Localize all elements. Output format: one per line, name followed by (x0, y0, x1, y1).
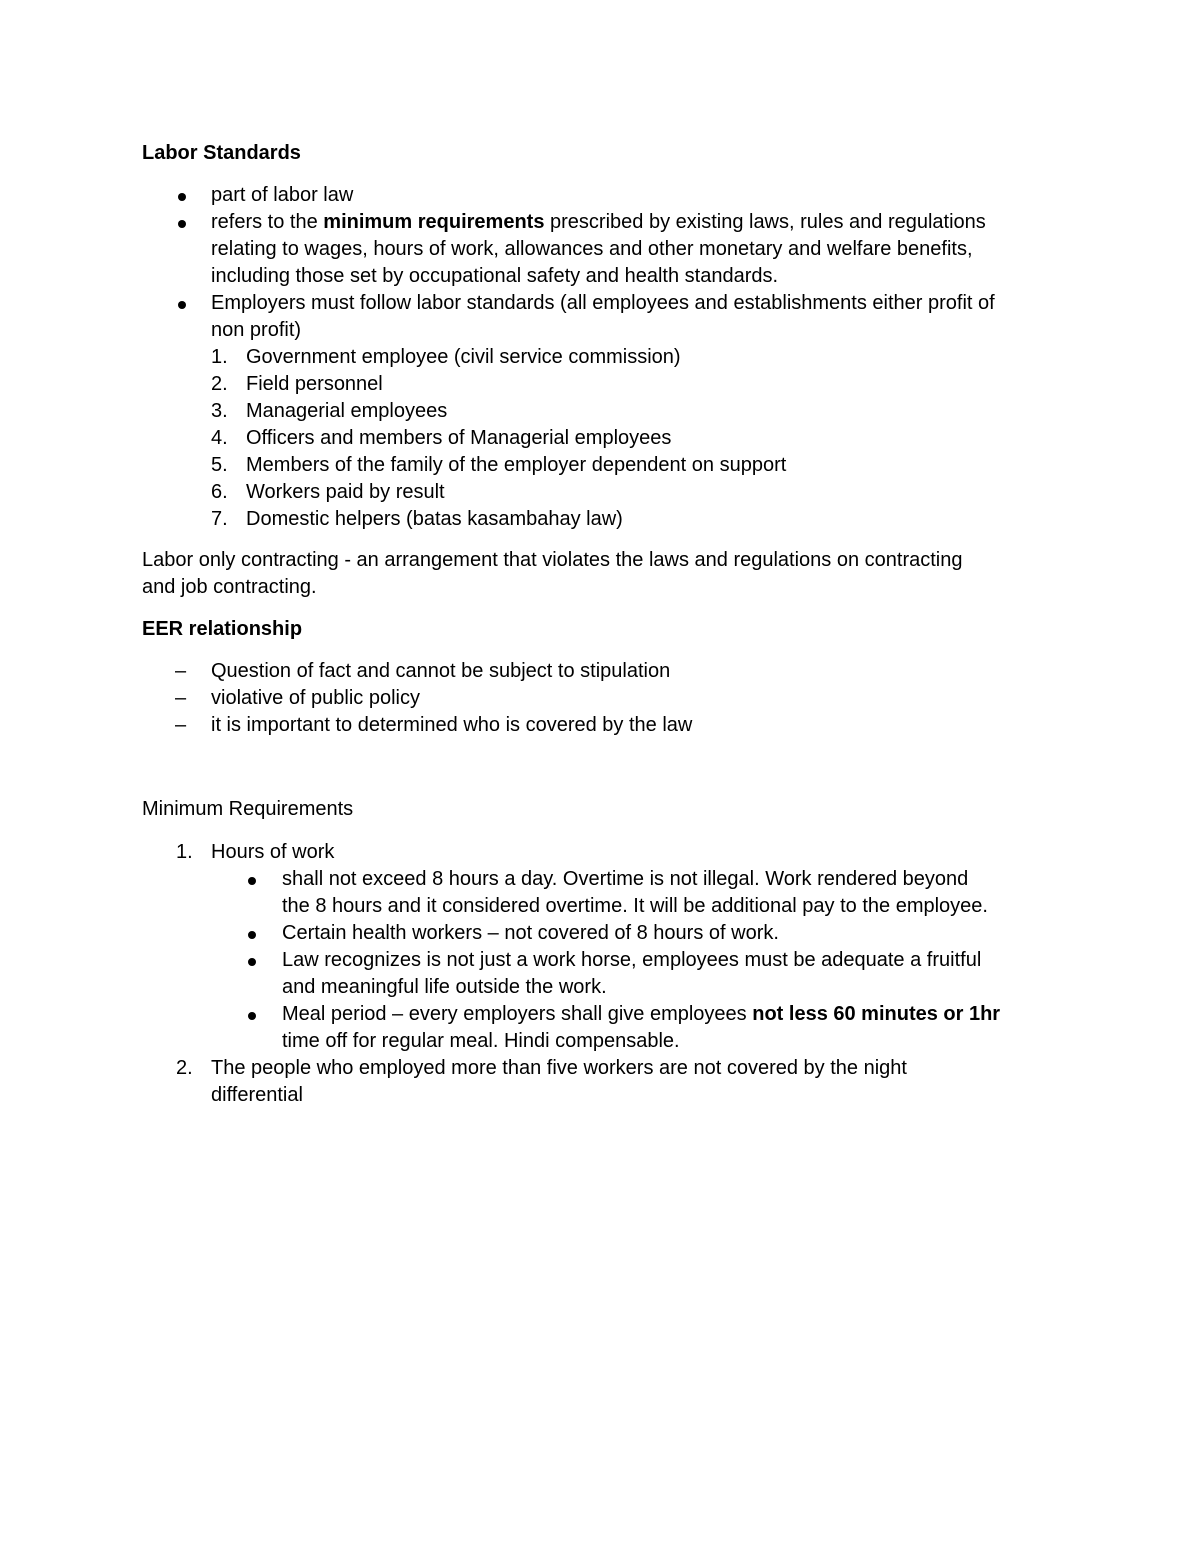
dash-list-item: Question of fact and cannot be subject to stipulation (211, 660, 671, 682)
paragraph-text: Labor only contracting - an arrangement that violates the laws and regulations on contracting (142, 549, 963, 571)
bullet-text-continuation: non profit) (211, 319, 302, 341)
list-number: 3. (211, 400, 228, 422)
dash-list-item: violative of public policy (211, 687, 420, 709)
emphasis-text: minimum requirements (323, 211, 545, 233)
list-item: Hours of work (211, 841, 335, 863)
bullet-icon (248, 1012, 256, 1020)
sub-bullet-text-continuation: and meaningful life outside the work. (282, 976, 607, 998)
list-item-continuation: differential (211, 1084, 303, 1106)
section-title-eer: EER relationship (142, 618, 303, 640)
sub-bullet-text: Meal period – every employers shall give employees not less 60 minutes or 1hr (282, 1003, 1001, 1025)
sub-bullet-text-continuation: the 8 hours and it considered overtime. It will be additional pay to the employee. (282, 895, 988, 917)
list-number: 6. (211, 481, 228, 503)
list-number: 7. (211, 508, 228, 530)
bullet-text-continuation: relating to wages, hours of work, allowances and other monetary and welfare benefits, (211, 238, 973, 260)
bullet-text: refers to the minimum requirements prescribed by existing laws, rules and regulations (211, 211, 986, 233)
list-number: 1. (211, 346, 228, 368)
bullet-icon (248, 958, 256, 966)
dash-bullet-icon: – (175, 687, 187, 709)
dash-bullet-icon: – (175, 660, 187, 682)
list-item: Field personnel (246, 373, 383, 395)
dash-list-item: it is important to determined who is covered by the law (211, 714, 693, 736)
dash-bullet-icon: – (175, 714, 187, 736)
emphasis-text: not less 60 minutes or 1hr (752, 1003, 1001, 1025)
bullet-icon (248, 877, 256, 885)
section-title-labor-standards: Labor Standards (142, 142, 301, 164)
list-number: 5. (211, 454, 228, 476)
list-item: Officers and members of Managerial employees (246, 427, 672, 449)
list-number: 2. (176, 1057, 193, 1079)
list-number: 4. (211, 427, 228, 449)
paragraph-text: and job contracting. (142, 576, 317, 598)
list-item: The people who employed more than five workers are not covered by the night (211, 1057, 907, 1079)
bullet-icon (178, 301, 186, 309)
list-number: 1. (176, 841, 193, 863)
list-item: Government employee (civil service commission) (246, 346, 681, 368)
bullet-text-continuation: including those set by occupational safety and health standards. (211, 265, 779, 287)
list-item: Workers paid by result (246, 481, 445, 503)
list-item: Members of the family of the employer dependent on support (246, 454, 787, 476)
sub-bullet-text: Law recognizes is not just a work horse, employees must be adequate a fruitful (282, 949, 982, 971)
list-number: 2. (211, 373, 228, 395)
bullet-text: Employers must follow labor standards (all employees and establishments either profit of (211, 292, 995, 314)
sub-bullet-text: Certain health workers – not covered of 8 hours of work. (282, 922, 779, 944)
list-item: Managerial employees (246, 400, 448, 422)
sub-bullet-text-continuation: time off for regular meal. Hindi compensable. (282, 1030, 680, 1052)
bullet-icon (178, 220, 186, 228)
section-title-minimum-requirements: Minimum Requirements (142, 798, 354, 820)
bullet-text: part of labor law (211, 184, 354, 206)
bullet-icon (248, 931, 256, 939)
bullet-icon (178, 193, 186, 201)
list-item: Domestic helpers (batas kasambahay law) (246, 508, 623, 530)
sub-bullet-text: shall not exceed 8 hours a day. Overtime is not illegal. Work rendered beyond (282, 868, 969, 890)
